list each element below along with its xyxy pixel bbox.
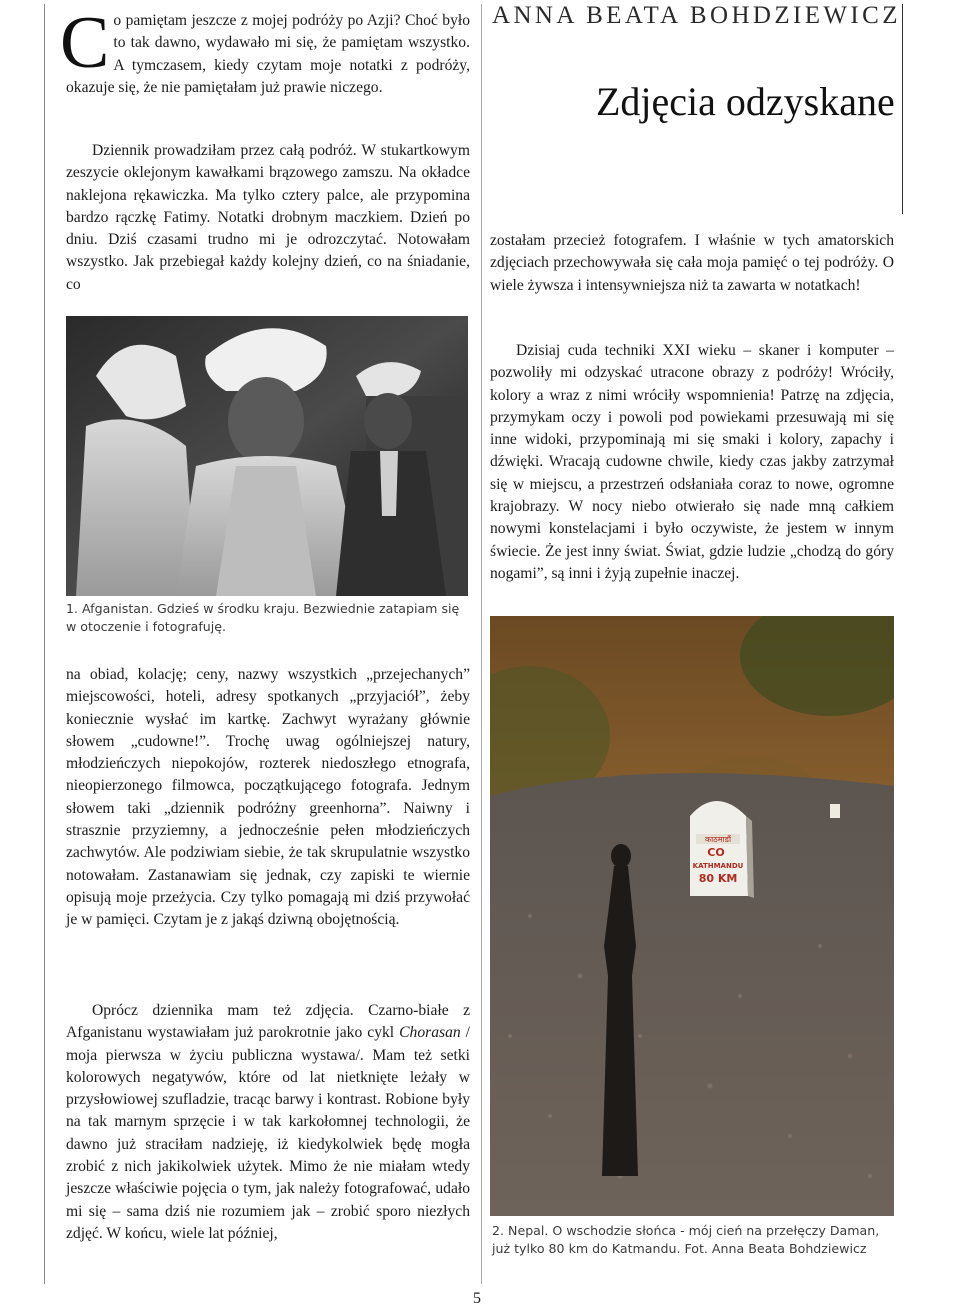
- paragraph-notes: na obiad, kolację; ceny, nazwy wszystkich „przejechanych” miejscowości, hoteli, adresy spotkanych „przyjaciół”, żeby koniecznie wysłać im kartkę. Zachwyt wyrażany głównie słowem „cudowne!”. Trochę uwag ogólniejszej natury, młodzieńczych niepokojów, rozterek niedoszłego etnografa, nieopierzonego filmowca, początkującego fotografa. Jednym słowem taki „dziennik podróżny greenhorna”. Naiwny i strasznie przyziemny, a jednocześnie pełen młodzieńczych zachwytów. Ale podziwiam siebie, że tak skrupulatnie wszystko notowałam. Zastanawiam się jednak, czy zapiski te wiernie opisują moje przeżycia. Czy tylko pomagają mi dziś przywołać je w pamięci. Czytam je z jakąś dziwną obojętnością.: [66, 666, 470, 929]
- paragraph-photos: [66, 1000, 470, 1245]
- milestone-line-2: KATHMANDU: [692, 862, 744, 870]
- milestone-line-3: 80 KM: [698, 872, 738, 885]
- paragraph-technology: Dzisiaj cuda techniki XXI wieku – skaner i komputer – pozwoliły mi odzyskać utracone obrazy z podróży! Wróciły, kolory a wraz z nimi wróciły wspomnienia! Patrzę na zdjęcia, przymykam oczy i powoli pod powiekami przesuwają mi się inne widoki, przypominają mi się smaki i kolory, zapachy i dźwięki. Wracają cudowne chwile, kiedy czas jakby zatrzymał się w miejscu, a przestrzeń odsłaniała coraz to nowe, ogromne krajobrazy. W nocy niebo otwierało się nade mną całkiem nowymi konstelacjami i było oczywiste, że jestem w innym świecie. Że jest inny świat. Świat, gdzie ludzie „chodzą do góry nogami”, są inni i żyją zupełnie inaczej.: [490, 342, 894, 582]
- intro-paragraph: [60, 2, 470, 99]
- photo-afghanistan-caption: 1. Afganistan. Gdzieś w środku kraju. Bezwiednie zatapiam się w otoczenie i fotografuję.: [66, 601, 460, 634]
- page-number: 5: [473, 1290, 481, 1307]
- article-title: Zdjęcia odzyskane: [596, 79, 895, 124]
- photo-nepal: [490, 616, 894, 1216]
- photo-afghanistan: [66, 316, 468, 596]
- paragraph-photos-text-a: Oprócz dziennika mam też zdjęcia. Czarno-białe z Afganistanu wystawiałam już parokrotnie jako cykl: [66, 1002, 470, 1042]
- column-divider: [481, 4, 482, 1284]
- right-edge-rule: [902, 4, 903, 214]
- photo-afghanistan-image: [66, 316, 468, 596]
- milestone-script: काठमाडौं: [704, 835, 732, 844]
- paragraph-diary: Dziennik prowadziłam przez całą podróż. W stukartkowym zeszycie oklejonym kawałkami brązowego zamszu. Na okładce naklejona rękawiczka. Ma tylko cztery palce, ale przypomina bardzo rączkę Fatimy. Notatki drobnym maczkiem. Dzień po dniu. Dziś czasami trudno mi je odrozczytać. Notowałam wszystko. Jak przebiegał każdy kolejny dzień, co na śniadanie, co: [66, 142, 470, 293]
- intro-text: o pamiętam jeszcze z mojej podróży po Azji? Choć było to tak dawno, wydawało mi się, że pamiętam wszystko. A tymczasem, kiedy czytam moje notatki z podróży, okazuje się, że nie pamiętałam już prawie niczego.: [66, 12, 470, 96]
- author-name: ANNA BEATA BOHDZIEWICZ: [492, 2, 901, 29]
- photo-nepal-image: [490, 616, 894, 1216]
- paragraph-photographer: zostałam przecież fotografem. I właśnie w tych amatorskich zdjęciach przechowywała się cała moja pamięć o tej podróży. O wiele żywsza i intensywniejsza niż ta zawarta w notatkach!: [490, 232, 894, 294]
- milestone-line-1: CO: [707, 846, 725, 859]
- left-edge-rule: [44, 4, 45, 1284]
- exhibition-title: Chorasan: [399, 1024, 461, 1042]
- paragraph-photos-text-b: / moja pierwsza w życiu publiczna wystawa/. Mam też setki kolorowych negatywów, które od lat nietknięte leżały w przysłowiowej szufladzie, tracąc barwy i kontrast. Robione były na tak marnym sprzęcie i w tak karkołomnej technologii, że dawno już straciłam nadzieję, iż kiedykolwiek będę mogła zrobić z nich jakikolwiek użytek. Mimo że nie miałam wtedy jeszcze właściwie pojęcia o tym, jak należy fotografować, udało mi się – sama dziś nie rozumiem jak – zrobić sporo niezłych zdjęć. W końcu, wiele lat później,: [66, 1024, 471, 1242]
- drop-cap: C: [60, 2, 110, 84]
- photo-nepal-caption: 2. Nepal. O wschodzie słońca - mój cień na przełęczy Daman, już tylko 80 km do Katmandu. Fot. Anna Beata Bohdziewicz: [492, 1223, 880, 1256]
